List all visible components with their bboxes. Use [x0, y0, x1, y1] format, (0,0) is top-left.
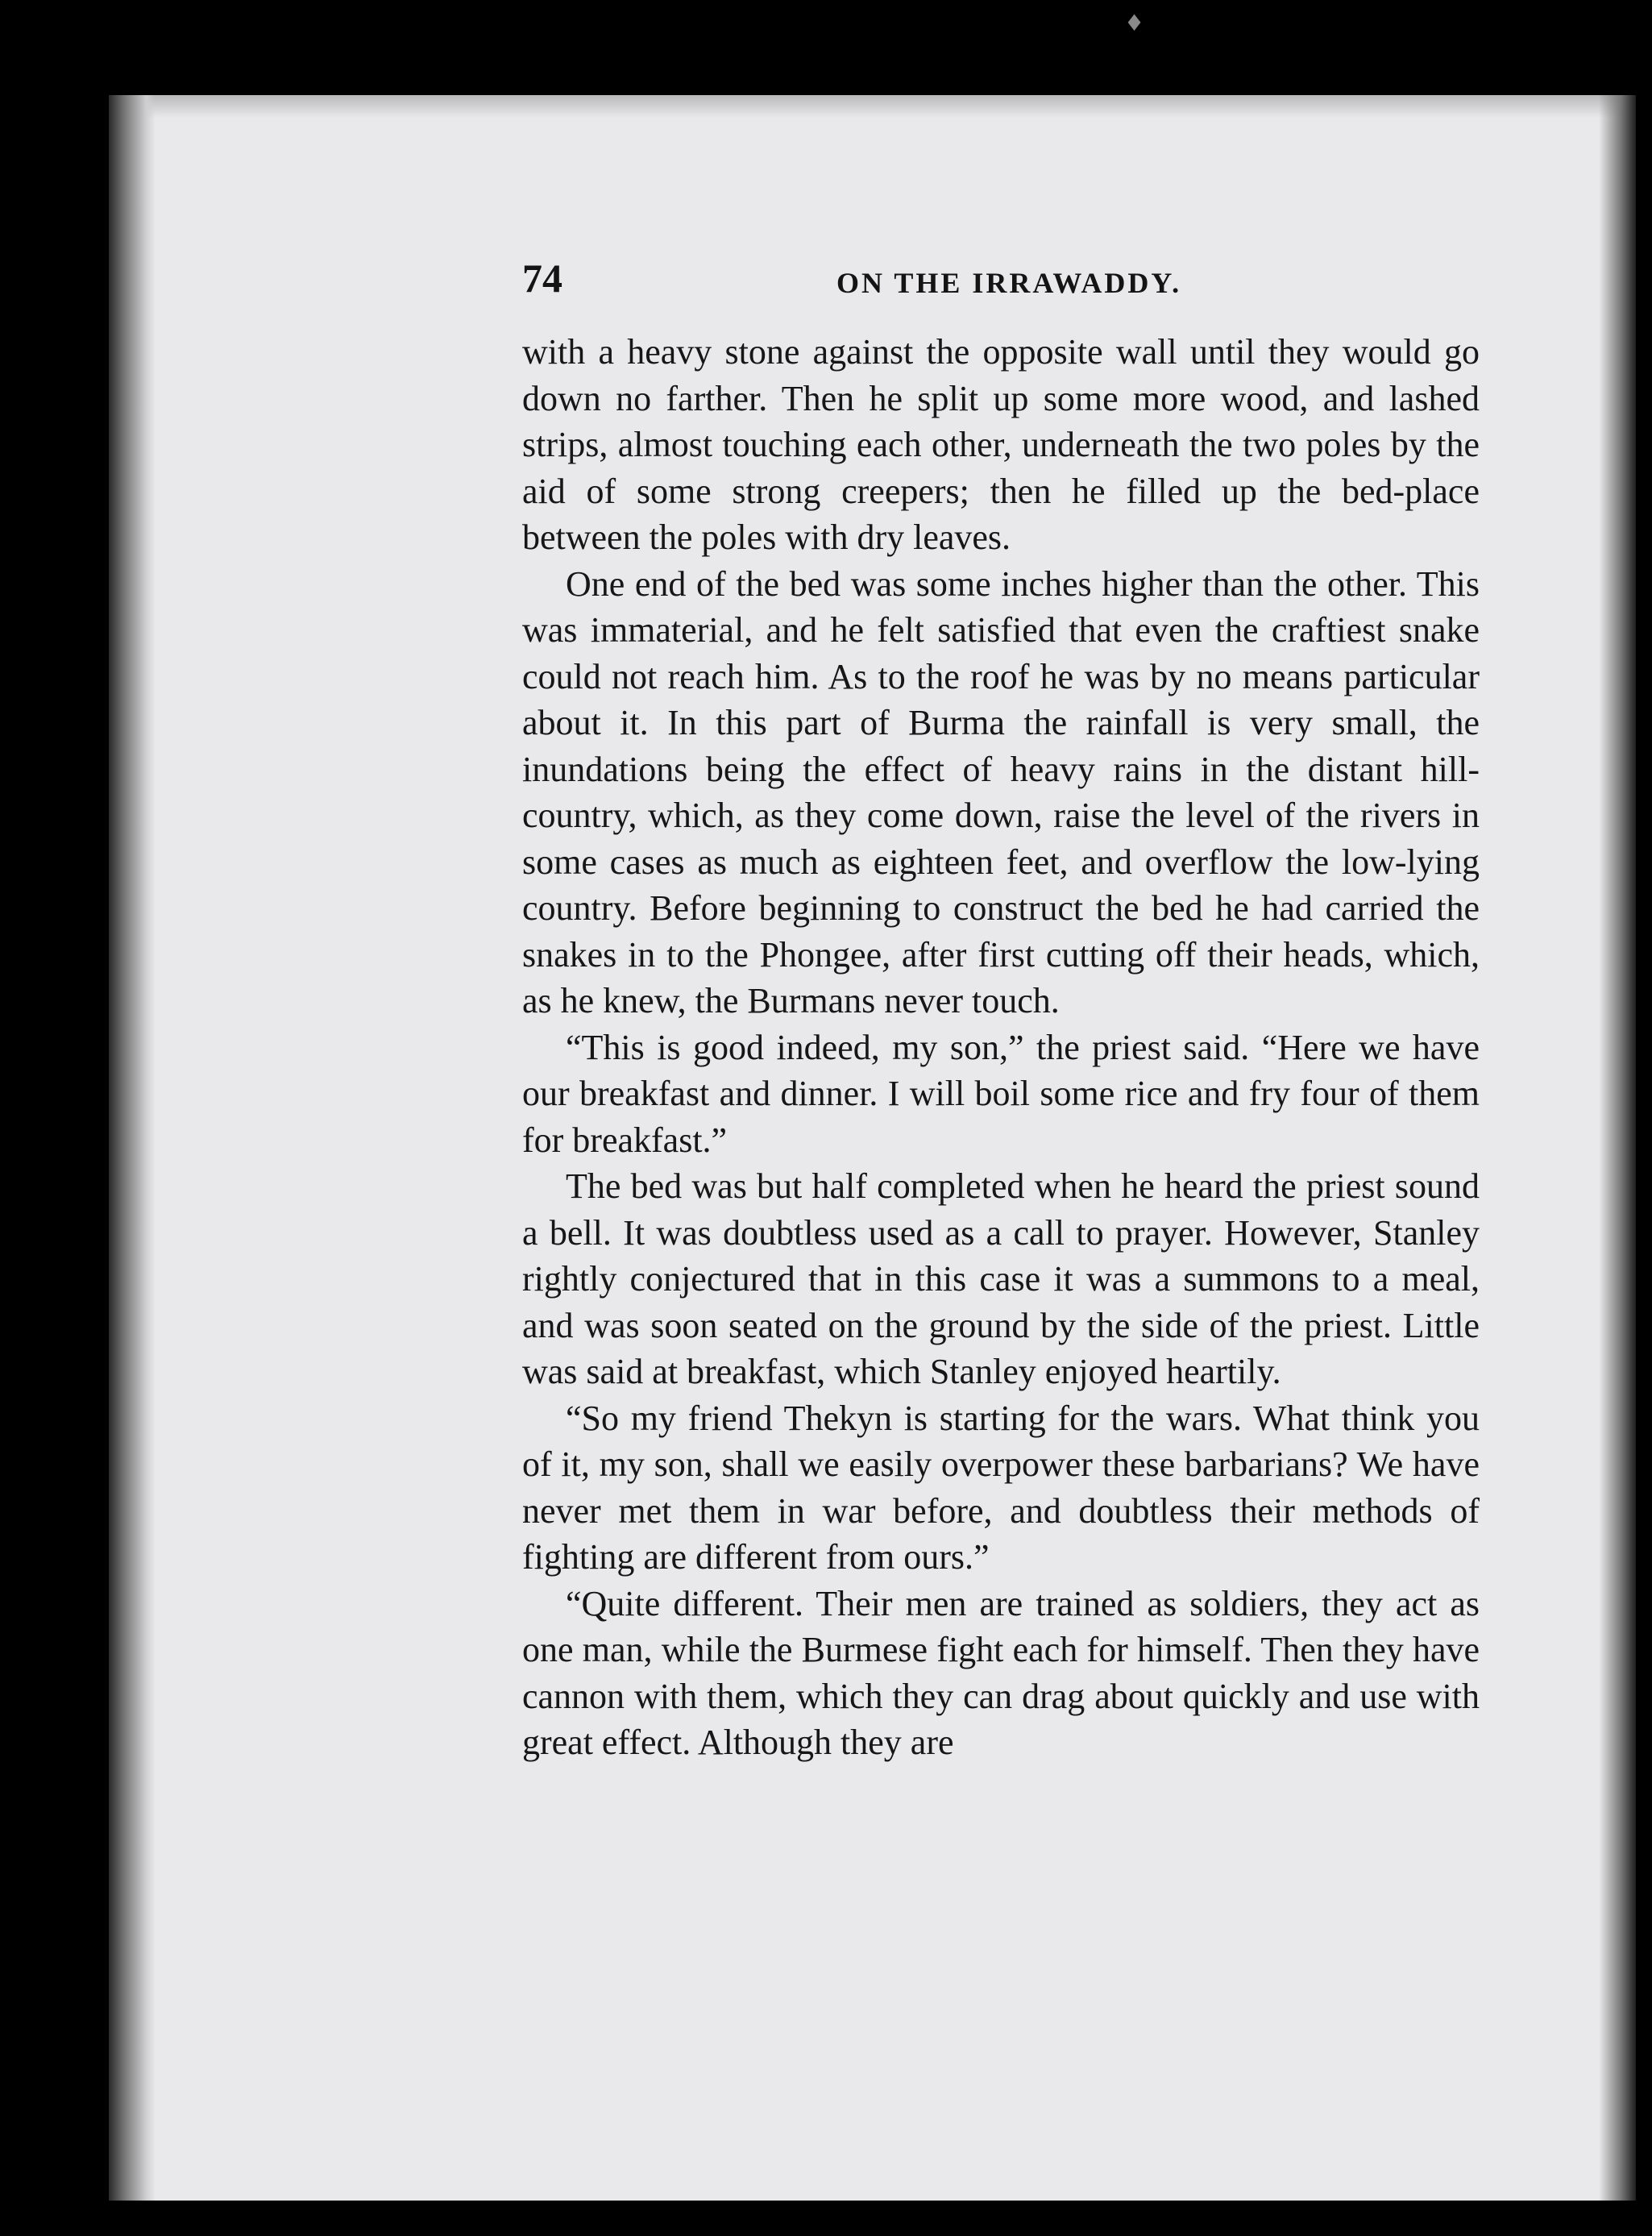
page-top-shadow — [109, 95, 1636, 118]
paragraph-continued: with a heavy stone against the opposite wall until they would go down no farther. Then he split up some more wood, and lashed strips, almost touching each other, underneath the two poles by the aid of some strong creepers; then he filled up the bed-place between the poles with dry leaves. — [522, 332, 1480, 557]
scan-artifact-mark: ♦ — [1124, 10, 1145, 36]
paragraph: The bed was but half completed when he heard the priest sound a bell. It was doubtless used as a call to prayer. However, Stanley rightly conjectured that in this case it was a summons to a meal, and was soon seated on the ground by the side of the priest. Little was said at breakfast, which Stanley enjoyed heartily. — [522, 1166, 1480, 1391]
page-right-edge-shadow — [1599, 95, 1636, 2201]
page-header — [522, 254, 1481, 302]
paragraph: “Quite different. Their men are trained as soldiers, they act as one man, while the Burmese fight each for himself. Then they have cannon with them, which they can drag about quickly and use with great effect. Although they are — [522, 1583, 1480, 1762]
running-title: ON THE IRRAWADDY. — [836, 267, 1182, 299]
page-left-edge-shadow — [109, 95, 156, 2201]
paragraph: “This is good indeed, my son,” the priest said. “Here we have our breakfast and dinner. I will boil some rice and fry four of them for breakfast.” — [522, 1027, 1480, 1160]
paragraph: One end of the bed was some inches higher than the other. This was immaterial, and he felt satisfied that even the craftiest snake could not reach him. As to the roof he was by no means particular about it. In this part of Burma the rainfall is very small, the inundations being the effect of heavy rains in the distant hill-country, which, as they come down, raise the level of the rivers in some cases as much as eighteen feet, and overflow the low-lying country. Before beginning to construct the bed he had carried the snakes in to the Phongee, after first cutting off their heads, which, as he knew, the Burmans never touch. — [522, 563, 1480, 1020]
paragraph: “So my friend Thekyn is starting for the wars. What think you of it, my son, shall we easily overpower these barbarians? We have never met them in war before, and doubtless their methods of fighting are different from ours.” — [522, 1398, 1480, 1577]
page-number: 74 — [522, 256, 562, 301]
body-text — [522, 329, 1480, 1766]
